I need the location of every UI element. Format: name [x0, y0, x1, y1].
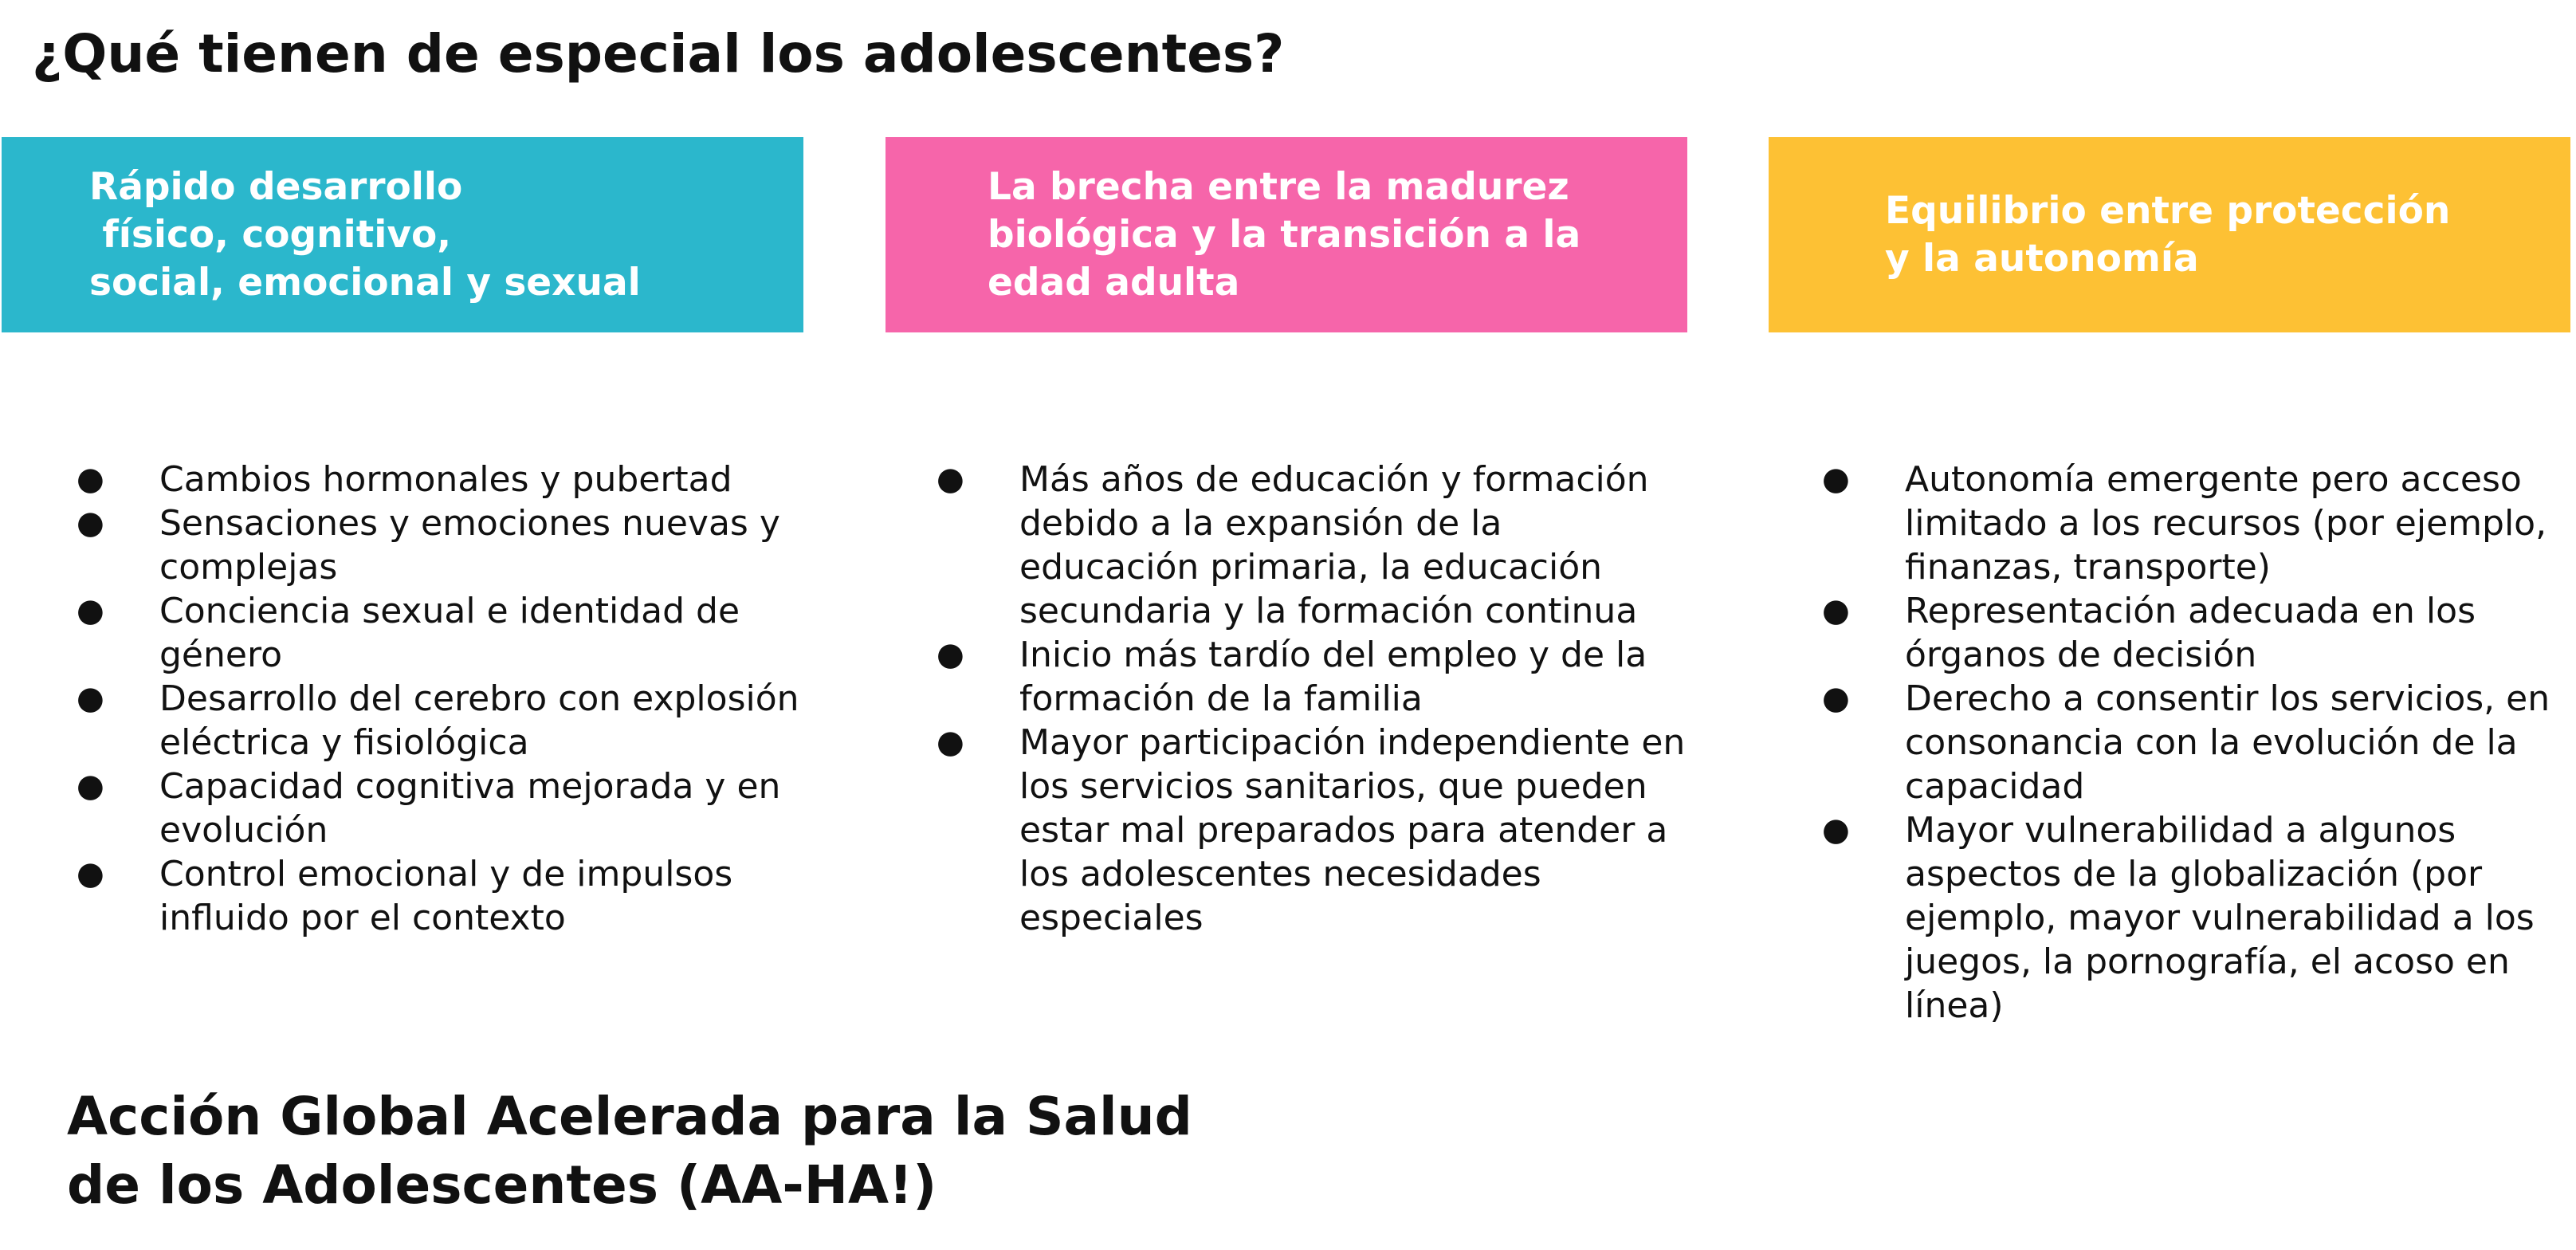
list-item-text: Capacidad cognitiva mejorada y en evolución	[159, 766, 781, 851]
list-item	[77, 589, 826, 677]
list-item-text: Representación adecuada en los órganos de decisión	[1905, 591, 2476, 675]
bullet-list-column-3	[1822, 458, 2571, 1028]
bullet-icon: ●	[1822, 461, 1850, 497]
header-box-protection-autonomy	[1769, 137, 2570, 332]
list-item	[77, 852, 826, 940]
bullet-icon: ●	[937, 461, 964, 497]
header-text: Equilibrio entre protección y la autonomía	[1885, 188, 2451, 281]
bullet-icon: ●	[1822, 592, 1850, 629]
footer-line-1: Acción Global Acelerada para la Salud	[67, 1086, 1192, 1147]
bullet-icon: ●	[937, 724, 964, 761]
bullet-icon: ●	[937, 636, 964, 673]
list-item-text: Más años de educación y formación debido a la expansión de la educación primaria, la educación secundaria y la formación continua	[1019, 459, 1649, 631]
header-box-maturity-gap	[886, 137, 1687, 332]
list-item-text: Derecho a consentir los servicios, en consonancia con la evolución de la capacidad	[1905, 678, 2550, 807]
list-item-text: Control emocional y de impulsos influido por el contexto	[159, 854, 733, 938]
list-item-text: Mayor participación independiente en los servicios sanitarios, que pueden estar mal preparados para atender a los adolescentes necesidades especiales	[1019, 722, 1686, 938]
bullet-icon: ●	[1822, 812, 1850, 848]
bullet-icon: ●	[77, 855, 104, 892]
list-item	[1822, 589, 2571, 677]
list-item	[77, 501, 826, 589]
bullet-icon: ●	[77, 768, 104, 804]
bullet-icon: ●	[77, 592, 104, 629]
bullet-icon: ●	[77, 461, 104, 497]
list-item-text: Inicio más tardío del empleo y de la formación de la familia	[1019, 635, 1647, 719]
list-item-text: Cambios hormonales y pubertad	[159, 459, 732, 500]
bullet-list-column-2	[937, 458, 1686, 940]
list-item-text: Desarrollo del cerebro con explosión eléctrica y fisiológica	[159, 678, 799, 763]
list-item	[1822, 808, 2571, 1028]
list-item	[937, 458, 1686, 633]
footer-heading	[67, 1083, 1192, 1220]
bullet-icon: ●	[77, 680, 104, 717]
list-item	[937, 633, 1686, 721]
list-item	[937, 721, 1686, 940]
header-text: La brecha entre la madurez biológica y la transición a la edad adulta	[988, 164, 1581, 305]
list-item	[1822, 677, 2571, 808]
list-item	[77, 677, 826, 765]
list-item-text: Mayor vulnerabilidad a algunos aspectos de la globalización (por ejemplo, mayor vulnerabilidad a los juegos, la pornografía, el acoso en línea)	[1905, 810, 2535, 1026]
header-box-rapid-development	[2, 137, 803, 332]
list-item	[77, 458, 826, 501]
list-item	[77, 765, 826, 852]
bullet-list-column-1	[77, 458, 826, 940]
bullet-icon: ●	[77, 505, 104, 541]
list-item-text: Sensaciones y emociones nuevas y complejas	[159, 503, 780, 588]
list-item-text: Conciencia sexual e identidad de género	[159, 591, 740, 675]
footer-line-2: de los Adolescentes (AA-HA!)	[67, 1154, 937, 1216]
list-item	[1822, 458, 2571, 589]
bullet-icon: ●	[1822, 680, 1850, 717]
list-item-text: Autonomía emergente pero acceso limitado a los recursos (por ejemplo, finanzas, transporte)	[1905, 459, 2547, 588]
header-text: Rápido desarrollo físico, cognitivo, social, emocional y sexual	[89, 164, 641, 305]
page-title: ¿Qué tienen de especial los adolescentes?	[32, 23, 1285, 85]
